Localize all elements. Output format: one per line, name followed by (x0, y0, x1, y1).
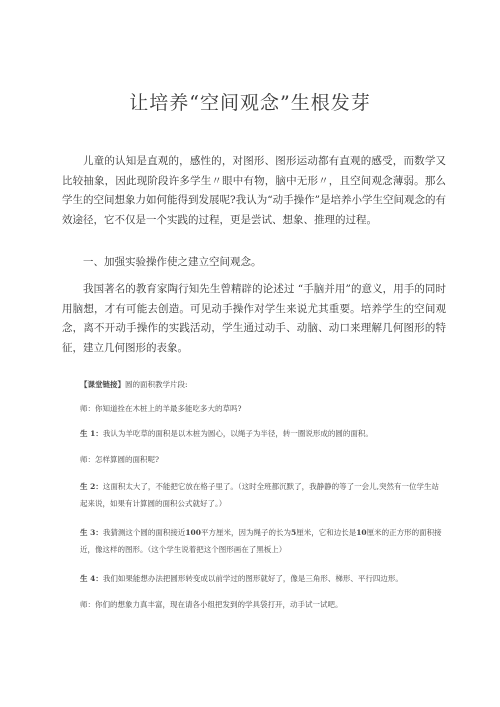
paragraph-intro: 儿童的认知是直观的，感性的，对图形、图形运动都有直观的感受，而数学又比较抽象，因此现阶段许多学生〃眼中有物，脑中无形〃，且空间观念薄弱。那么学生的空间想象力如何能得到发展呢?我认为“动手操作”是培养小学生空间观念的有效途径，它不仅是一个实践的过程，更是尝试、想象、推理的过程。 (62, 155, 446, 226)
document-title: 让培养“空间观念”生根发芽 (129, 92, 371, 114)
student-label: 生 3： (80, 528, 103, 537)
student-text: 厘米，它和边长是 (296, 528, 357, 537)
number: 10 (356, 528, 367, 537)
number: 5 (291, 528, 297, 537)
student-text: 我认为羊吃草的面积是以木桩为圆心，以绳子为半径，转一圈说形成的圆的面积。 (102, 429, 373, 438)
paragraph-tao-xingzhi: 我国著名的教育家陶行知先生曾精辟的论述过 “手脑并用”的意义，用手的同时用脑想，才有可能去创造。可见动手操作对学生来说尤其重要。培养学生的空间观念，离不开动手操作的实践活动，学生通过动手、动脑、动口来理解几何图形的特征，建立几何图形的表象。 (62, 283, 446, 354)
student-line-4 (80, 570, 446, 587)
student-label: 生 4： (80, 574, 103, 583)
student-text: 我们如果能想办法把圆形转变成以前学过的图形就好了，像是三角形、梯形、平行四边形。 (102, 574, 403, 583)
teacher-line-3: 师：你们的想象力真丰富，现在请各小组把发到的学具袋打开，动手试一试吧。 (80, 600, 343, 609)
teacher-line-1: 师：你知道拴在木桩上的羊最多能吃多大的草吗? (80, 404, 242, 413)
lesson-heading (80, 376, 446, 393)
section-heading-1: 一、加强实验操作使之建立空间观念。 (83, 256, 262, 268)
student-text: 厘米的正方形的面积接近，像这样的图形。（这个学生说着把这个图形画在了黑板上） (80, 528, 442, 554)
student-line-2 (80, 478, 446, 512)
student-line-3 (80, 524, 446, 558)
number: 100 (185, 528, 201, 537)
lesson-heading-bracket: 【课堂链接】 (80, 380, 125, 389)
student-line-1 (80, 425, 446, 442)
lesson-heading-text: 圆的面积教学片段: (125, 380, 188, 389)
student-label: 生 1： (80, 429, 103, 438)
student-text: 我猜测这个圆的面积接近 (102, 528, 186, 537)
student-text: 平方厘米，因为绳子的长为 (201, 528, 291, 537)
student-label: 生 2： (80, 482, 103, 491)
teacher-line-2: 师：怎样算圆的面积呢? (80, 455, 160, 464)
student-text: 这面积太大了，不能把它放在格子里了。（这时全班都沉默了，我静静的等了一会儿,突然有一位学生站起来说，如果有计算圆的面积公式就好了。） (80, 482, 439, 508)
